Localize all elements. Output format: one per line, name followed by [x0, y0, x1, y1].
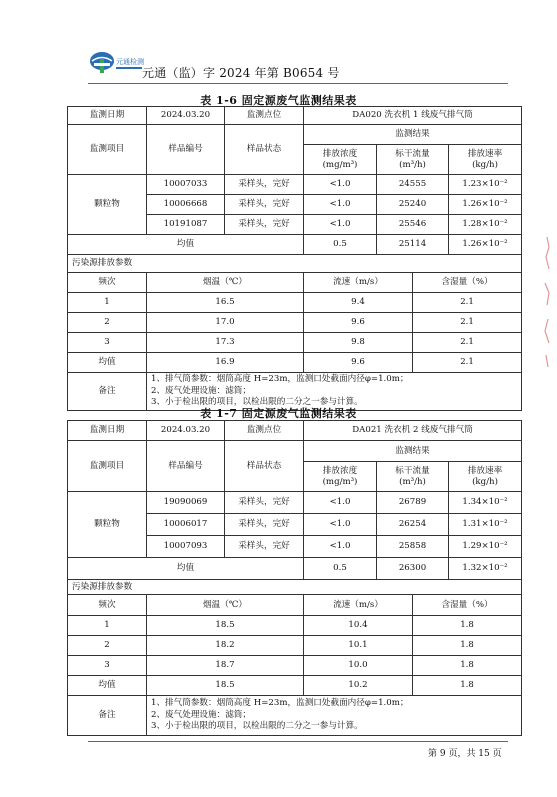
sample-state: 采样头，完好 — [225, 536, 304, 558]
param-temp: 18.5 — [147, 676, 304, 696]
param-moist: 2.1 — [413, 353, 522, 373]
avg-label: 均值 — [68, 235, 304, 255]
table-row — [68, 636, 522, 656]
avg-rate: 1.26×10⁻² — [449, 235, 522, 255]
sample-no: 10191087 — [147, 215, 225, 235]
rate-value: 1.23×10⁻² — [449, 175, 522, 195]
param-speed: 9.8 — [304, 333, 413, 353]
average-row — [68, 558, 522, 580]
param-freq: 2 — [68, 313, 147, 333]
table-row — [68, 313, 522, 333]
param-temp: 17.3 — [147, 333, 304, 353]
flow-value: 25546 — [377, 215, 449, 235]
conc-value: <1.0 — [304, 536, 377, 558]
result-label: 监测结果 — [304, 441, 522, 462]
notes-label: 备注 — [68, 696, 147, 736]
result-label: 监测结果 — [304, 125, 522, 145]
sample-state: 采样头，完好 — [225, 514, 304, 536]
param-speed: 9.6 — [304, 353, 413, 373]
param-temp: 18.2 — [147, 636, 304, 656]
item-value: 颗粒物 — [68, 175, 147, 235]
flow-value: 25240 — [377, 195, 449, 215]
param-header-moist: 含湿量（%） — [413, 273, 522, 293]
results-table — [67, 106, 522, 255]
note-line: 2、废气处理设施：滤筒； — [151, 385, 251, 396]
param-temp: 17.0 — [147, 313, 304, 333]
date-value: 2024.03.20 — [147, 107, 225, 125]
sample-no: 10006668 — [147, 195, 225, 215]
item-value: 颗粒物 — [68, 492, 147, 558]
note-line: 1、排气筒参数：烟筒高度 H=23m，监测口处截面内径φ=1.0m； — [151, 374, 409, 385]
document-number: 元通（监）字 2024 年第 B0654 号 — [142, 66, 340, 80]
param-header-speed: 流速（m/s） — [304, 595, 413, 616]
average-row — [68, 676, 522, 696]
param-header-temp: 烟温（℃） — [147, 595, 304, 616]
seam-seal-stamp — [541, 235, 553, 375]
param-freq: 2 — [68, 636, 147, 656]
point-value: DA021 洗衣机 2 线废气排气筒 — [304, 421, 522, 441]
conc-header: 排放浓度 (mg/m³) — [304, 462, 377, 492]
sample-state: 采样头，完好 — [225, 215, 304, 235]
rate-header: 排放速率 (kg/h) — [449, 462, 522, 492]
sample-state-label: 样品状态 — [225, 441, 304, 492]
param-section-label: 污染源排放参数 — [68, 580, 522, 595]
flow-header: 标干流量 (m³/h) — [377, 462, 449, 492]
date-label: 监测日期 — [68, 107, 147, 125]
note-line: 2、废气处理设施：滤筒； — [151, 709, 251, 720]
rate-value: 1.28×10⁻² — [449, 215, 522, 235]
conc-value: <1.0 — [304, 514, 377, 536]
note-line: 1、排气筒参数：烟筒高度 H=23m，监测口处截面内径φ=1.0m； — [151, 698, 409, 709]
rate-value: 1.29×10⁻² — [449, 536, 522, 558]
sample-state: 采样头，完好 — [225, 492, 304, 514]
conc-value: <1.0 — [304, 492, 377, 514]
sample-no-label: 样品编号 — [147, 125, 225, 175]
flow-value: 25858 — [377, 536, 449, 558]
params-table — [67, 254, 522, 411]
param-freq: 3 — [68, 656, 147, 676]
param-moist: 2.1 — [413, 313, 522, 333]
flow-header: 标干流量 (m³/h) — [377, 145, 449, 175]
table-row — [68, 616, 522, 636]
page-number: 第 9 页，共 15 页 — [428, 749, 502, 759]
param-moist: 1.8 — [413, 656, 522, 676]
param-moist: 1.8 — [413, 636, 522, 656]
sample-no: 19090069 — [147, 492, 225, 514]
param-moist: 2.1 — [413, 293, 522, 313]
param-freq: 1 — [68, 293, 147, 313]
table-title: 表 1-6 固定源废气监测结果表 — [200, 94, 357, 107]
note-line: 3、小于检出限的项目，以检出限的二分之一参与计算。 — [151, 397, 363, 408]
avg-flow: 25114 — [377, 235, 449, 255]
table-row — [68, 333, 522, 353]
param-speed: 10.2 — [304, 676, 413, 696]
param-freq: 3 — [68, 333, 147, 353]
avg-label: 均值 — [68, 558, 304, 580]
note-line: 3、小于检出限的项目，以检出限的二分之一参与计算。 — [151, 721, 363, 732]
params-table — [67, 579, 522, 736]
param-header-temp: 烟温（℃） — [147, 273, 304, 293]
notes-label: 备注 — [68, 373, 147, 411]
sample-no: 10007093 — [147, 536, 225, 558]
table-row — [68, 175, 522, 195]
avg-conc: 0.5 — [304, 235, 377, 255]
table-row — [68, 293, 522, 313]
param-temp: 18.7 — [147, 656, 304, 676]
document-header — [88, 50, 508, 82]
svg-text:元通检测: 元通检测 — [116, 58, 144, 66]
header-divider — [88, 83, 508, 84]
param-speed: 9.6 — [304, 313, 413, 333]
footer-divider — [88, 741, 508, 742]
param-freq: 1 — [68, 616, 147, 636]
avg-flow: 26300 — [377, 558, 449, 580]
average-row — [68, 353, 522, 373]
table-row — [68, 492, 522, 514]
rate-value: 1.26×10⁻² — [449, 195, 522, 215]
conc-value: <1.0 — [304, 195, 377, 215]
param-temp: 16.5 — [147, 293, 304, 313]
param-speed: 10.0 — [304, 656, 413, 676]
conc-header: 排放浓度 (mg/m³) — [304, 145, 377, 175]
item-label: 监测项目 — [68, 125, 147, 175]
conc-value: <1.0 — [304, 215, 377, 235]
param-header-freq: 频次 — [68, 595, 147, 616]
date-value: 2024.03.20 — [147, 421, 225, 441]
param-header-speed: 流速（m/s） — [304, 273, 413, 293]
sample-no: 10006017 — [147, 514, 225, 536]
avg-conc: 0.5 — [304, 558, 377, 580]
conc-value: <1.0 — [304, 175, 377, 195]
flow-value: 26254 — [377, 514, 449, 536]
param-header-moist: 含湿量（%） — [413, 595, 522, 616]
rate-header: 排放速率 (kg/h) — [449, 145, 522, 175]
param-moist: 2.1 — [413, 333, 522, 353]
param-header-freq: 频次 — [68, 273, 147, 293]
point-label: 监测点位 — [225, 421, 304, 441]
sample-state-label: 样品状态 — [225, 125, 304, 175]
param-temp: 18.5 — [147, 616, 304, 636]
table-row — [68, 656, 522, 676]
results-table — [67, 420, 522, 580]
rate-value: 1.31×10⁻² — [449, 514, 522, 536]
date-label: 监测日期 — [68, 421, 147, 441]
param-section-label: 污染源排放参数 — [68, 255, 522, 273]
sample-state: 采样头，完好 — [225, 175, 304, 195]
average-row — [68, 235, 522, 255]
rate-value: 1.34×10⁻² — [449, 492, 522, 514]
sample-state: 采样头，完好 — [225, 195, 304, 215]
company-logo — [88, 50, 148, 80]
param-speed: 10.1 — [304, 636, 413, 656]
flow-value: 24555 — [377, 175, 449, 195]
param-moist: 1.8 — [413, 676, 522, 696]
sample-no: 10007033 — [147, 175, 225, 195]
item-label: 监测项目 — [68, 441, 147, 492]
param-freq: 均值 — [68, 676, 147, 696]
notes-content — [147, 696, 522, 736]
point-value: DA020 洗衣机 1 线废气排气筒 — [304, 107, 522, 125]
sample-no-label: 样品编号 — [147, 441, 225, 492]
param-freq: 均值 — [68, 353, 147, 373]
point-label: 监测点位 — [225, 107, 304, 125]
param-speed: 9.4 — [304, 293, 413, 313]
table-title: 表 1-7 固定源废气监测结果表 — [200, 407, 357, 420]
avg-rate: 1.32×10⁻² — [449, 558, 522, 580]
param-moist: 1.8 — [413, 616, 522, 636]
flow-value: 26789 — [377, 492, 449, 514]
param-speed: 10.4 — [304, 616, 413, 636]
param-temp: 16.9 — [147, 353, 304, 373]
